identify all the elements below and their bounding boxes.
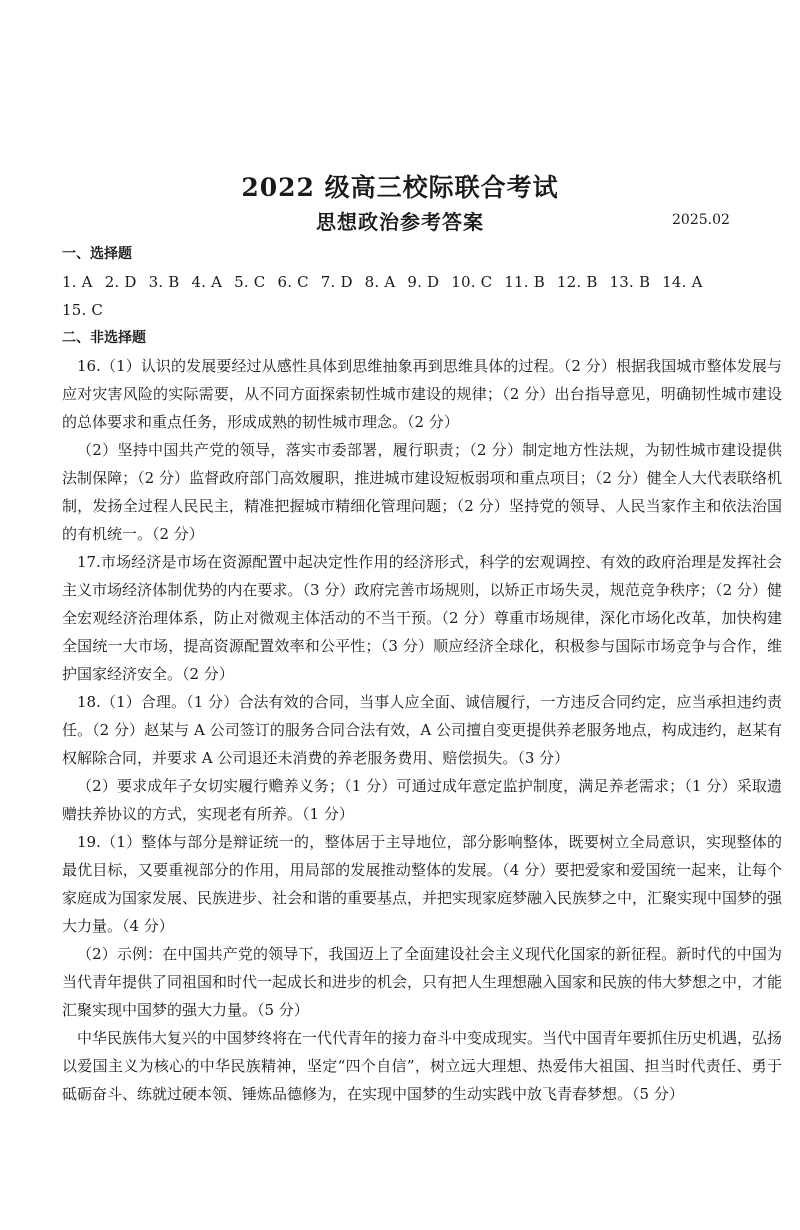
choice-answer: 10. C <box>451 273 493 291</box>
choice-answer: 5. C <box>234 273 266 291</box>
choice-answer: 12. B <box>556 273 598 291</box>
question-number: 19. <box>77 833 101 851</box>
question-number: 16. <box>77 357 101 375</box>
choice-answer: 6. C <box>277 273 309 291</box>
choice-answers-line1 <box>62 268 782 296</box>
choice-answer: 3. B <box>148 273 180 291</box>
question-number: 17. <box>77 553 101 571</box>
exam-date: 2025.02 <box>672 212 730 228</box>
choice-answer: 2. D <box>104 273 137 291</box>
choice-answer: 15. C <box>62 301 104 319</box>
q19-part3: 中华民族伟大复兴的中国梦终将在一代代青年的接力奋斗中变成现实。当代中国青年要抓住历史机遇，弘扬以爱国主义为核心的中华民族精神，坚定“四个自信”，树立远大理想、热爱伟大祖国、担当时代责任、勇于砥砺奋斗、练就过硬本领、锤炼品德修为，在实现中国梦的生动实践中放飞青春梦想。（5 分） <box>62 1029 783 1103</box>
choice-answers-line2 <box>62 296 782 324</box>
q18-part1-text: （1）合理。（1 分）合法有效的合同，当事人应全面、诚信履行，一方违反合同约定，应当承担违约责任。（2 分）赵某与 A 公司签订的服务合同合法有效，A 公司擅自变更提供养老服务地点，构成违约，赵某有权解除合同，并要求 A 公司退还未消费的养老服务费用、赔偿损失。（3 分） <box>62 693 782 767</box>
q18-part2: （2）要求成年子女切实履行赡养义务；（1 分）可通过成年意定监护制度，满足养老需求；（1 分）采取遗赠扶养协议的方式，实现老有所养。（1 分） <box>62 777 782 823</box>
choice-answer: 4. A <box>191 273 223 291</box>
choice-answer: 11. B <box>504 273 545 291</box>
exam-subtitle: 思想政治参考答案 <box>316 210 484 234</box>
choice-answer: 9. D <box>407 273 440 291</box>
q17-answer <box>62 548 782 688</box>
choice-answer: 8. A <box>364 273 396 291</box>
exam-title: 2022 级高三校际联合考试 <box>241 173 559 202</box>
choice-answer: 13. B <box>609 273 651 291</box>
choice-answer: 14. A <box>662 273 703 291</box>
q19-part1 <box>62 828 782 940</box>
q19-part2: （2）示例：在中国共产党的领导下，我国迈上了全面建设社会主义现代化国家的新征程。新时代的中国为当代青年提供了同祖国和时代一起成长和进步的机会，只有把人生理想融入国家和民族的伟大梦想之中，才能汇聚实现中国梦的强大力量。（5 分） <box>62 945 783 1019</box>
q16-part1 <box>62 352 782 436</box>
question-number: 18. <box>77 693 101 711</box>
choice-answer: 7. D <box>320 273 353 291</box>
q16-part2: （2）坚持中国共产党的领导，落实市委部署，履行职责；（2 分）制定地方性法规，为韧性城市建设提供法制保障；（2 分）监督政府部门高效履职，推进城市建设短板弱项和重点项目；（2 分）健全人大代表联络机制，发扬全过程人民民主，精准把握城市精细化管理问题；（2 分）坚持党的领导、人民当家作主和依法治国的有机统一。（2 分） <box>62 441 782 543</box>
q18-part1 <box>62 688 782 772</box>
section-heading-choice: 一、选择题 <box>62 246 132 262</box>
answer-content <box>62 240 782 1108</box>
q17-text: 市场经济是市场在资源配置中起决定性作用的经济形式，科学的宏观调控、有效的政府治理是发挥社会主义市场经济体制优势的内在要求。（3 分）政府完善市场规则，以矫正市场失灵，规范竞争秩序；（2 分）健全宏观经济治理体系，防止对微观主体活动的不当干预。（2 分）尊重市场规律，深化市场化改革，加快构建全国统一大市场，提高资源配置效率和公平性；（3 分）顺应经济全球化，积极参与国际市场竞争与合作，维护国家经济安全。（2 分） <box>62 553 782 683</box>
choice-answer: 1. A <box>62 273 93 291</box>
q19-part1-text: （1）整体与部分是辩证统一的，整体居于主导地位，部分影响整体，既要树立全局意识，实现整体的最优目标，又要重视部分的作用，用局部的发展推动整体的发展。（4 分）要把爱家和爱国统一起来，让每个家庭成为国家发展、民族进步、社会和谐的重要基点，并把实现家庭梦融入民族梦之中，汇聚实现中国梦的强大力量。（4 分） <box>62 833 783 935</box>
q16-part1-text: （1）认识的发展要经过从感性具体到思维抽象再到思维具体的过程。（2 分）根据我国城市整体发展与应对灾害风险的实际需要，从不同方面探索韧性城市建设的规律；（2 分）出台指导意见，明确韧性城市建设的总体要求和重点任务，形成成熟的韧性城市理念。（2 分） <box>62 357 782 431</box>
section-heading-nonchoice: 二、非选择题 <box>62 330 146 346</box>
